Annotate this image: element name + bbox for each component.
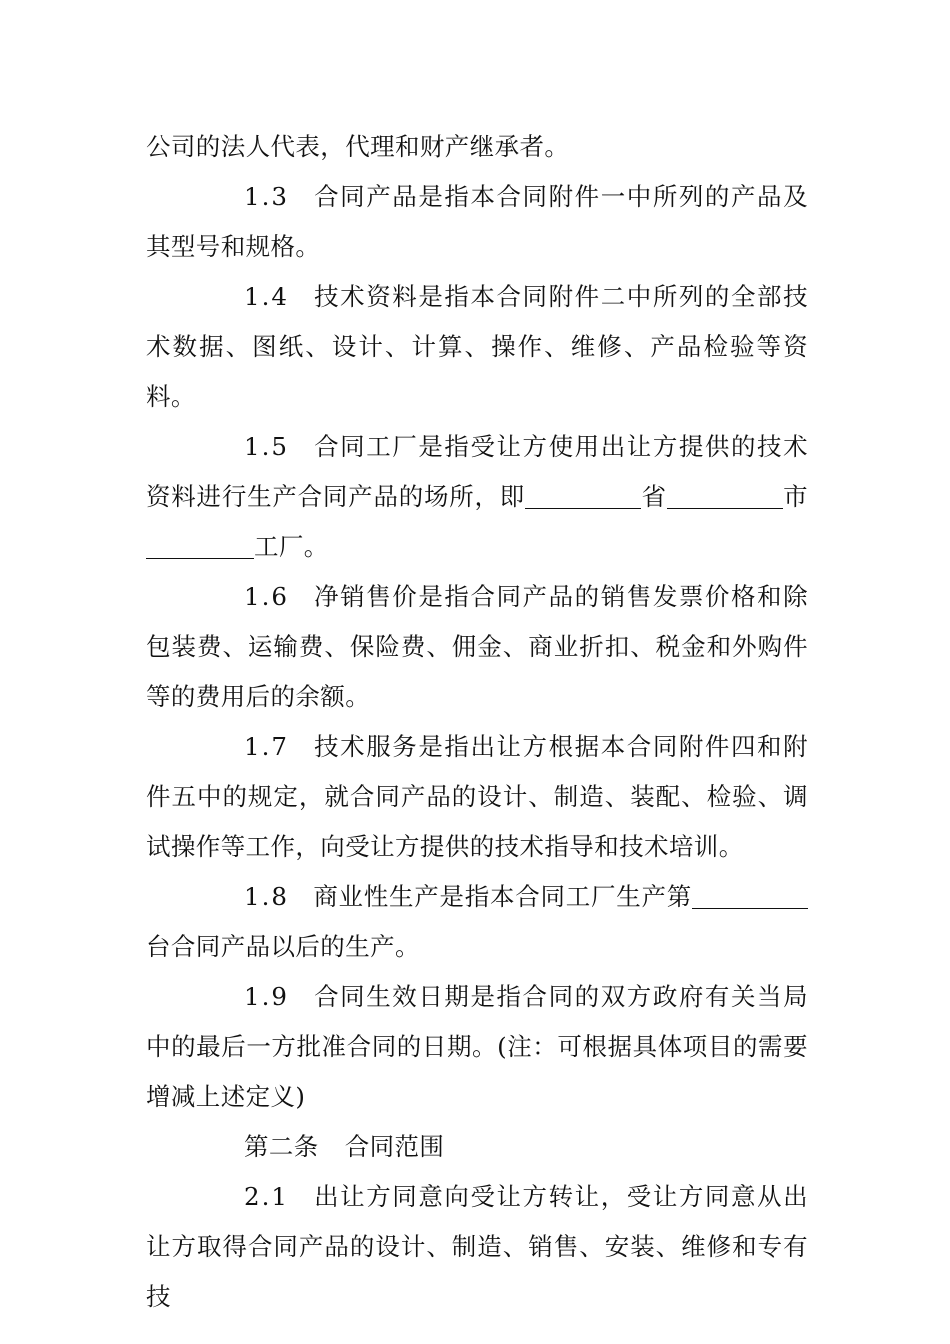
blank-unit-count-field xyxy=(692,882,808,909)
clause-1-5 xyxy=(146,422,808,572)
document-page xyxy=(146,122,808,1322)
clause-text: 合同工厂是指受让方使用出让方提供的技术资料进行生产合同产品的场所，即 xyxy=(146,432,808,511)
clause-text: 合同生效日期是指合同的双方政府有关当局中的最后一方批准合同的日期。(注：可根据具体项目的需要增减上述定义) xyxy=(146,982,808,1111)
clause-number: 1.9 xyxy=(244,982,289,1011)
blank-province-field xyxy=(525,482,641,509)
clause-number: 1.5 xyxy=(244,432,289,461)
blank-factory-field-start xyxy=(146,532,182,559)
blank-factory-field-end xyxy=(182,532,254,559)
article-title: 合同范围 xyxy=(344,1132,445,1161)
factory-label: 工厂。 xyxy=(254,532,329,561)
clause-text: 出让方同意向受让方转让，受让方同意从出让方取得合同产品的设计、制造、销售、安装、维修和专有技 xyxy=(146,1182,808,1311)
clause-1-3 xyxy=(146,172,808,272)
city-label: 市 xyxy=(782,482,809,511)
clause-1-4 xyxy=(146,272,808,422)
blank-city-field xyxy=(667,482,783,509)
paragraph-text: 公司的法人代表，代理和财产继承者。 xyxy=(146,132,570,161)
clause-1-7 xyxy=(146,722,808,872)
clause-number: 2.1 xyxy=(244,1182,289,1211)
article-number: 第二条 xyxy=(244,1132,319,1161)
clause-number: 1.3 xyxy=(244,182,289,211)
clause-1-6 xyxy=(146,572,808,722)
clause-text: 技术资料是指本合同附件二中所列的全部技术数据、图纸、设计、计算、操作、维修、产品检验等资料。 xyxy=(146,282,808,411)
clause-text-end: 台合同产品以后的生产。 xyxy=(146,932,420,961)
clause-number: 1.6 xyxy=(244,582,289,611)
article-2-heading xyxy=(146,1122,808,1172)
clause-2-1 xyxy=(146,1172,808,1322)
clause-text: 商业性生产是指本合同工厂生产第 xyxy=(312,882,692,911)
clause-number: 1.8 xyxy=(244,882,289,911)
clause-text: 净销售价是指合同产品的销售发票价格和除包装费、运输费、保险费、佣金、商业折扣、税金和外购件等的费用后的余额。 xyxy=(146,582,808,711)
clause-text: 技术服务是指出让方根据本合同附件四和附件五中的规定，就合同产品的设计、制造、装配、检验、调试操作等工作，向受让方提供的技术指导和技术培训。 xyxy=(146,732,808,861)
clause-text: 合同产品是指本合同附件一中所列的产品及其型号和规格。 xyxy=(146,182,808,261)
paragraph-definition-continuation xyxy=(146,122,808,172)
province-label: 省 xyxy=(641,482,667,511)
clause-number: 1.4 xyxy=(244,282,289,311)
clause-number: 1.7 xyxy=(244,732,289,761)
clause-1-8 xyxy=(146,872,808,972)
clause-1-9 xyxy=(146,972,808,1122)
